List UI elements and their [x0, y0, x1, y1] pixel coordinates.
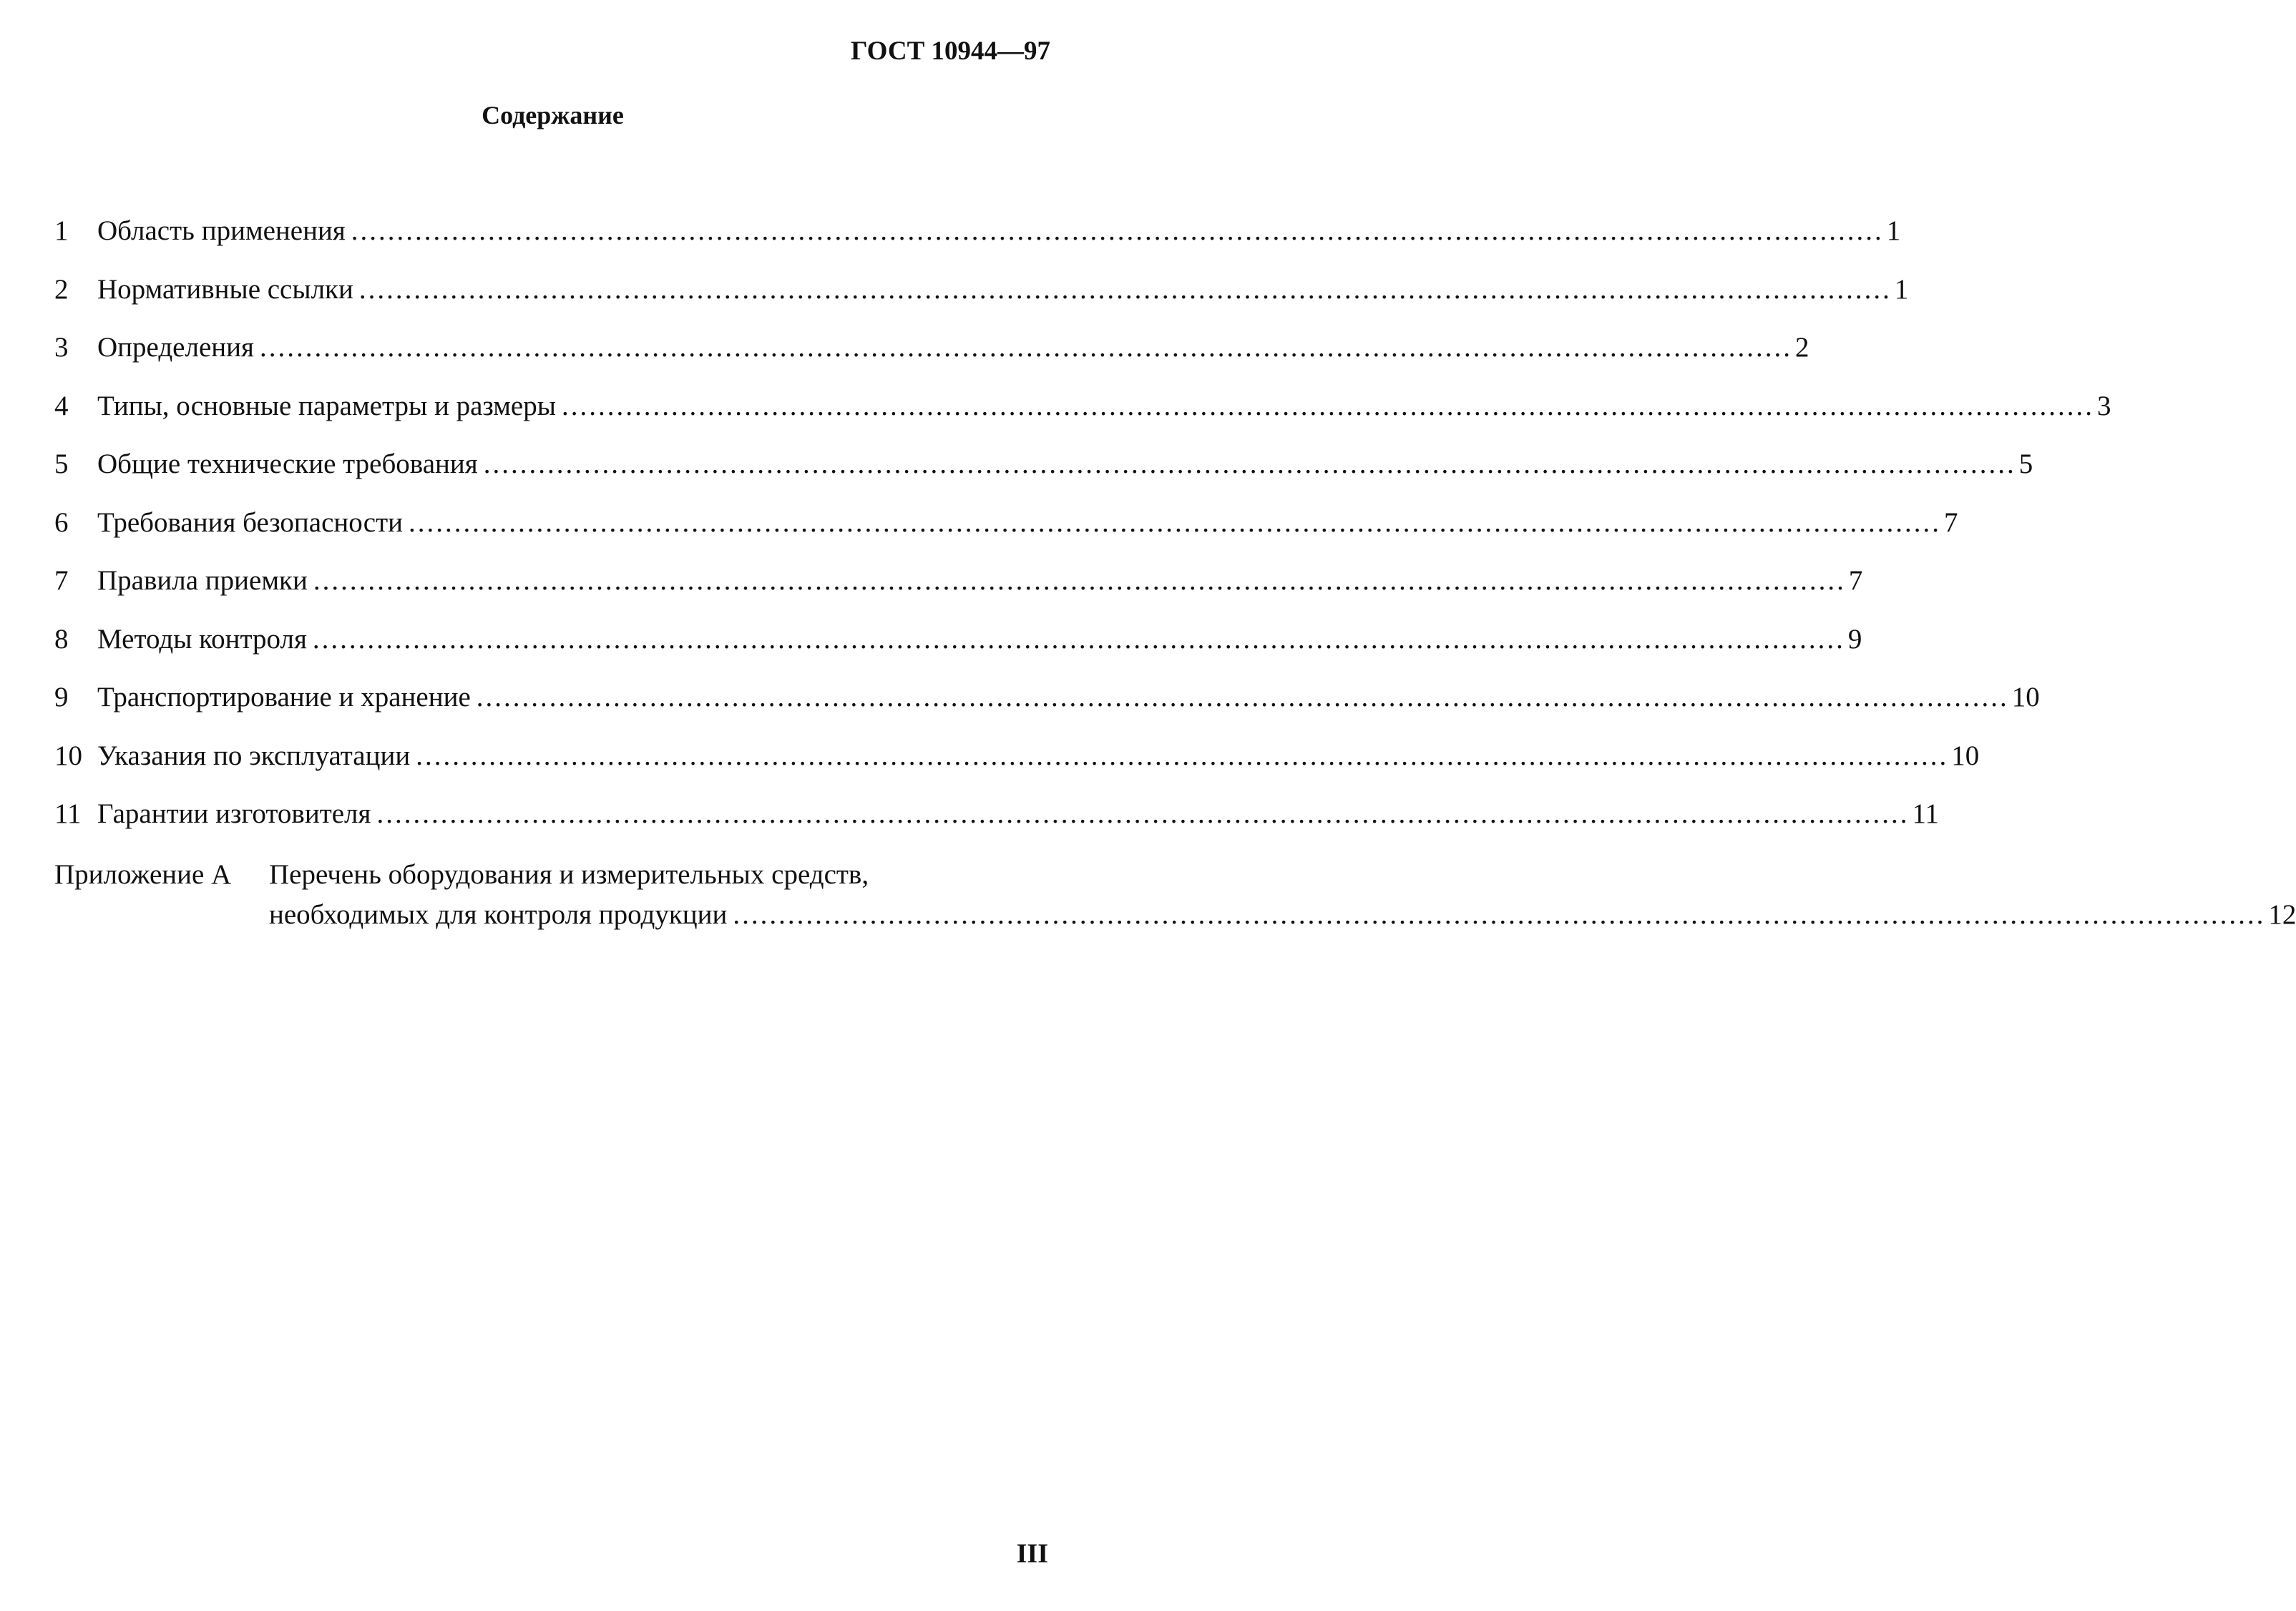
toc-entry-number: 2 — [54, 273, 69, 305]
toc-entry[interactable] — [54, 390, 2111, 449]
appendix-label: Приложение А — [54, 859, 232, 890]
toc-entry-number: 5 — [54, 449, 69, 479]
toc-entry-title: Общие технические требования — [97, 448, 484, 480]
toc-entry-number: 8 — [54, 623, 69, 655]
toc-entry-page: 7 — [1943, 506, 1958, 538]
toc-entry-title: Область применения — [97, 215, 351, 247]
dot-leader: ........................................................................................................................................................................ — [259, 332, 1792, 363]
toc-entry-page: 10 — [2011, 682, 2040, 713]
dot-leader: ........................................................................................................................................................................ — [358, 273, 1892, 305]
toc-entry-page: 9 — [1847, 623, 1862, 655]
page-number: III — [1016, 1539, 1048, 1569]
toc-entry[interactable] — [54, 798, 1940, 856]
toc-entry-title: Требования безопасности — [97, 506, 409, 539]
toc-entry-number: 3 — [54, 332, 69, 363]
dot-leader: ........................................................................................................................................................................ — [312, 623, 1845, 655]
toc-entry-number: 11 — [54, 798, 82, 829]
toc-entry-title: Определения — [97, 331, 260, 363]
toc-entry-page: 1 — [1894, 273, 1909, 305]
toc-entry[interactable] — [54, 331, 1809, 390]
toc-entry-page: 3 — [2096, 390, 2111, 421]
toc-entry[interactable] — [54, 506, 1958, 565]
toc-entry-title: Типы, основные параметры и размеры — [97, 390, 562, 422]
page-title: Содержание — [482, 101, 624, 129]
appendix-title-line2: необходимых для контроля продукции — [269, 898, 733, 931]
toc-entry-number: 7 — [54, 565, 69, 596]
dot-leader: ........................................................................................................................................................................ — [408, 506, 1941, 538]
toc-entry-title: Нормативные ссылки — [97, 273, 359, 305]
dot-leader: ........................................................................................................................................................................ — [351, 215, 1884, 246]
dot-leader: ........................................................................................................................................................................ — [313, 565, 1846, 596]
toc-entry-page: 10 — [1951, 740, 1980, 771]
toc-entry[interactable] — [54, 681, 2040, 740]
toc-entry[interactable] — [54, 215, 1901, 273]
toc-entry-number: 1 — [54, 215, 69, 246]
document-code: ГОСТ 10944—97 — [851, 36, 1050, 66]
toc-entry-page: 5 — [2018, 449, 2033, 479]
toc-entry[interactable] — [54, 623, 1862, 682]
dot-leader: ........................................................................................................................................................................ — [416, 740, 1949, 771]
dot-leader: ........................................................................................................................................................................ — [476, 682, 2009, 713]
dot-leader: ........................................................................................................................................................................ — [483, 449, 2016, 479]
toc-entry[interactable] — [54, 740, 1980, 798]
dot-leader: ........................................................................................................................................................................ — [561, 390, 2094, 421]
toc-entry[interactable] — [54, 564, 1863, 623]
toc-entry-page: 7 — [1848, 565, 1863, 596]
dot-leader: ........................................................................................................................................................................ — [733, 899, 2266, 930]
toc-entry-title: Указания по эксплуатации — [97, 740, 416, 772]
toc-entry[interactable] — [54, 448, 2033, 506]
toc-entry-number: 6 — [54, 506, 69, 538]
table-of-contents — [54, 215, 2111, 856]
appendix-page: 12 — [2268, 899, 2296, 930]
dot-leader: ........................................................................................................................................................................ — [376, 798, 1910, 829]
toc-entry-page: 2 — [1794, 332, 1809, 363]
appendix-title-line1: Перечень оборудования и измерительных средств, — [269, 859, 869, 890]
toc-entry-page: 1 — [1886, 215, 1901, 246]
toc-entry-title: Гарантии изготовителя — [97, 798, 376, 830]
toc-entry-number: 10 — [54, 740, 82, 771]
toc-entry-number: 4 — [54, 390, 69, 421]
toc-entry-page: 11 — [1912, 798, 1940, 829]
toc-appendix-entry[interactable] — [54, 858, 2296, 931]
toc-entry-title: Транспортирование и хранение — [97, 681, 477, 713]
toc-entry-title: Правила приемки — [97, 564, 313, 597]
toc-entry-title: Методы контроля — [97, 623, 313, 655]
toc-entry-number: 9 — [54, 682, 69, 713]
toc-entry[interactable] — [54, 273, 1909, 332]
